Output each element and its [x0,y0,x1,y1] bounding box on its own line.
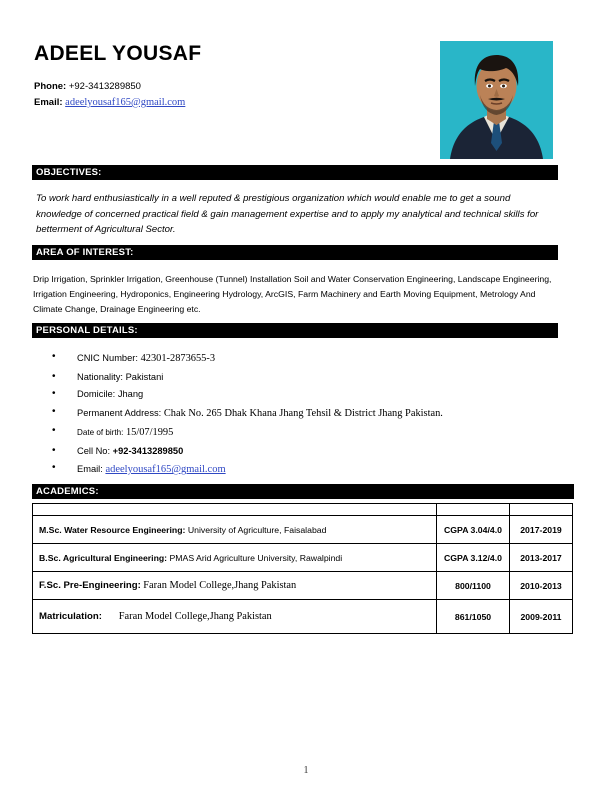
section-heading-area-of-interest: AREA OF INTEREST: [32,245,558,260]
years-cell: 2010-2013 [510,572,573,600]
list-item [48,404,548,424]
table-row [33,516,573,544]
grade-cell: 800/1100 [437,572,510,600]
table-header-row [33,504,573,516]
resume-header [32,42,432,111]
degree-cell [33,544,437,572]
degree-title: F.Sc. Pre-Engineering: [39,580,141,591]
degree-title: B.Sc. Agricultural Engineering: [39,552,168,563]
detail-value: 15/07/1995 [125,427,174,439]
degree-title: Matriculation: [39,611,102,622]
profile-photo-image [440,41,553,159]
phone-value: +92-3413289850 [68,81,141,93]
list-item [48,386,548,403]
section-heading-academics: ACADEMICS: [32,484,574,499]
years-cell: 2017-2019 [510,516,573,544]
table-row [33,600,573,634]
detail-value: Chak No. 265 Dhak Khana Jhang Tehsil & District Jhang Pakistan. [163,407,443,419]
detail-label: Permanent Address: [77,407,162,418]
detail-label: CNIC Number: [77,353,138,363]
years-cell: 2013-2017 [510,544,573,572]
section-heading-objectives: OBJECTIVES: [32,165,558,180]
institution-name: PMAS Arid Agriculture University, Rawalpindi [169,552,343,563]
detail-label: Date of birth: [77,428,124,438]
email-line [34,95,432,111]
detail-label: Email: [77,464,103,475]
email-label: Email: [34,96,63,108]
institution-name: Faran Model College,Jhang Pakistan [143,580,297,591]
institution-name: Faran Model College,Jhang Pakistan [118,611,272,622]
personal-details-list [48,349,548,480]
academics-table [32,503,573,634]
email-link[interactable]: adeelyousaf165@gmail.com [65,96,186,108]
detail-label: Nationality: [77,371,123,382]
list-item [48,460,548,480]
grade-cell: CGPA 3.12/4.0 [437,544,510,572]
list-item [48,349,548,369]
degree-title: M.Sc. Water Resource Engineering: [39,524,186,535]
detail-value: Jhang [117,389,144,400]
profile-photo [440,41,553,159]
degree-cell [33,600,437,634]
grade-cell: CGPA 3.04/4.0 [437,516,510,544]
years-cell: 2009-2011 [510,600,573,634]
degree-cell [33,572,437,600]
institution-name: University of Agriculture, Faisalabad [187,524,327,535]
column-header-years [510,504,573,516]
section-heading-personal-details: PERSONAL DETAILS: [32,323,558,338]
list-item [48,369,548,386]
detail-value: +92-3413289850 [112,445,184,456]
email-link[interactable]: adeelyousaf165@gmail.com [105,464,226,476]
detail-value: 42301-2873655-3 [140,353,216,364]
column-header-degree [33,504,437,516]
list-item [48,443,548,460]
detail-label: Cell No: [77,445,111,456]
detail-label: Domicile: [77,389,116,400]
candidate-name: ADEEL YOUSAF [34,42,202,65]
column-header-grade [437,504,510,516]
list-item [48,423,548,443]
area-of-interest-body: Drip Irrigation, Sprinkler Irrigation, Greenhouse (Tunnel) Installation Soil and Water Conservation Engineering, Landscape Engineering, Irrigation Engineering, Hydroponics, Engineering Hydrology, ArcGIS, Farm Machinery and Earth Moving Equipment, Metrology And Climate Change, Drainage Engineering etc. [33,274,552,315]
objectives-body: To work hard enthusiastically in a well reputed & prestigious organization which would enable me to get a sound knowledge of concerned practical field & gain management expertise and to apply my analytical and technical skills for betterment of Agricultural Sector. [36,193,539,236]
table-row [33,572,573,600]
grade-cell: 861/1050 [437,600,510,634]
phone-line [34,80,432,95]
degree-cell [33,516,437,544]
page-number: 1 [303,765,309,776]
phone-label: Phone: [34,81,67,93]
table-row [33,544,573,572]
detail-value: Pakistani [125,371,164,382]
